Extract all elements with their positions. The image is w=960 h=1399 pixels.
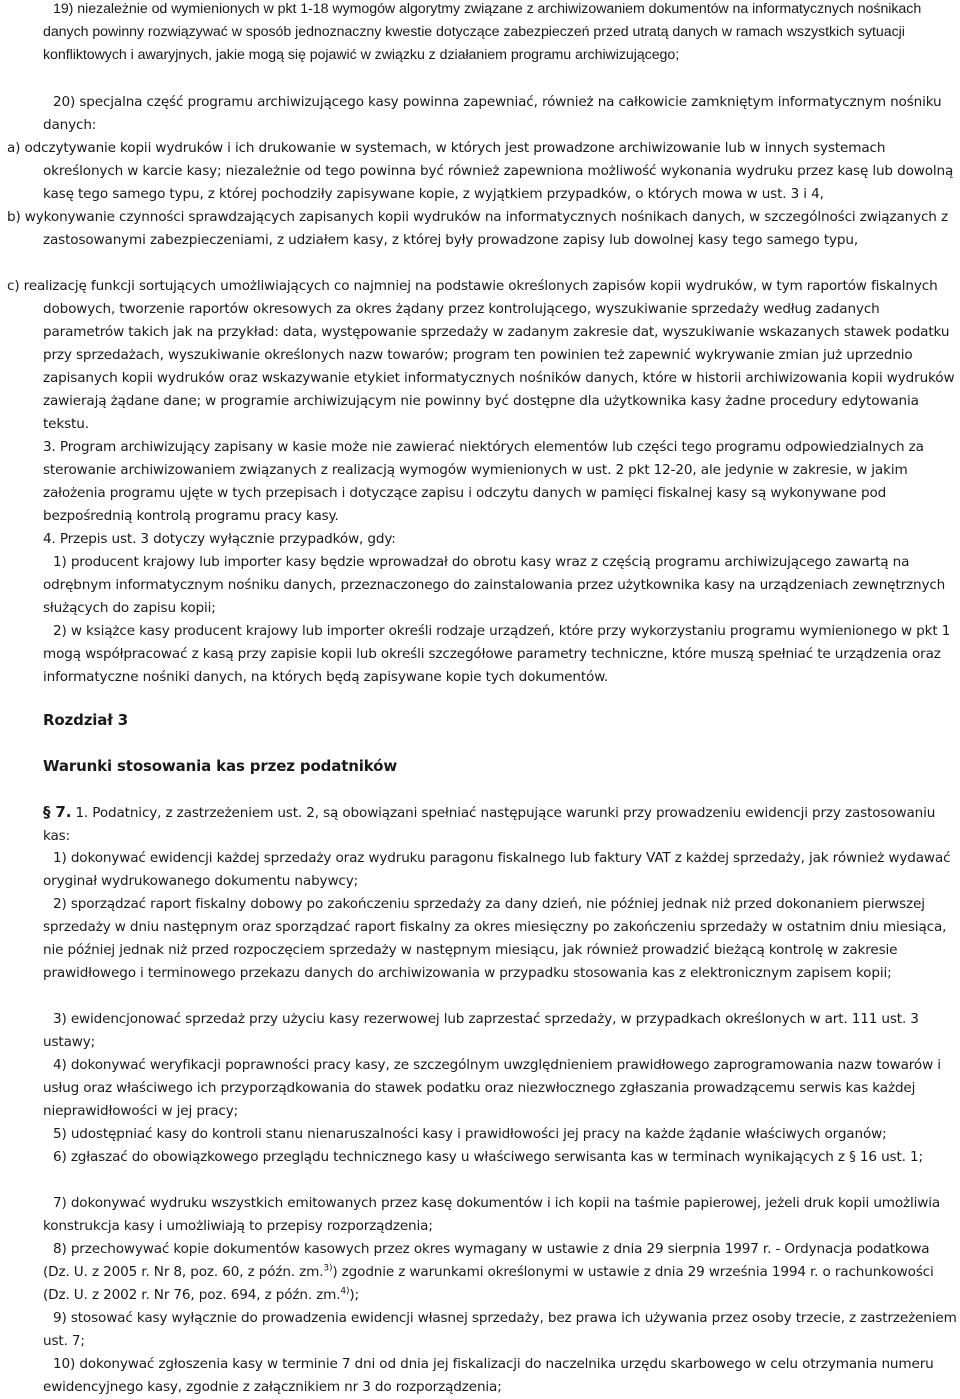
paragraph-ust-4-pkt-1: 1) producent krajowy lub importer kasy będzie wprowadzał do obrotu kasy wraz z częścią programu archiwizującego zawartą na odrębnym informatycznym nośniku danych, przeznaczonego do zainstalowania przez użytkownika kasy na urządzeniach zewnętrznych służących do zapisu kopii; — [43, 554, 946, 616]
chapter-title: Warunki stosowania kas przez podatników — [43, 757, 398, 775]
list-item-8-text-a: 8) przechowywać kopie dokumentów kasowych przez okres wymagany w ustawie z dnia 29 sierpnia 1997 r. - Ordynacja podatkowa (Dz. U. z 2005 r. Nr 8, poz. 60, z późn. zm. — [43, 1241, 930, 1280]
list-item-4: 4) dokonywać weryfikacji poprawności pracy kasy, ze szczególnym uwzględnieniem prawidłowego zaprogramowania nazw towarów i usług oraz właściwego ich przyporządkowania do stawek podatku oraz niezwłocznego zgłaszania prowadzącemu serwis kas każdej nieprawidłowości w jej pracy; — [43, 1057, 941, 1119]
section-7-intro — [0, 801, 960, 848]
item-a: a) odczytywanie kopii wydruków i ich drukowanie w systemach, w których jest prowadzone archiwizowanie lub w innych systemach określonych w karcie kasy; niezależnie od tego powinna być również zapewniona możliwość wykonania wydruku przez kasę lub dowolną kasę tego samego typu, z której pochodziły zapisywane kopie, z wyjątkiem przypadków, o których mowa w ust. 3 i 4, — [7, 140, 954, 202]
section-7-text: 1. Podatnicy, z zastrzeżeniem ust. 2, są obowiązani spełniać następujące warunki przy prowadzeniu ewidencji przy zastosowaniu kas: — [43, 805, 936, 844]
paragraph-ust-4: 4. Przepis ust. 3 dotyczy wyłącznie przypadków, gdy: — [43, 531, 396, 547]
paragraph-20: 20) specjalna część programu archiwizującego kasy powinna zapewniać, również na całkowicie zamkniętym informatycznym nośniku danych: — [43, 94, 942, 133]
paragraph-19: 19) niezależnie od wymienionych w pkt 1-18 wymogów algorytmy związane z archiwizowaniem dokumentów na informatycznych nośnikach danych powinny rozwiązywać w sposób jednoznaczny kwestie dotyczące zabezpieczeń przed utratą danych w ramach wszystkich sytuacji konfliktowych i awaryjnych, jakie mogą się pojawić w związku z działaniem programu archiwizującego; — [43, 1, 922, 63]
list-item-10: 10) dokonywać zgłoszenia kasy w terminie 7 dni od dnia jej fiskalizacji do naczelnika urzędu skarbowego w celu otrzymania numeru ewidencyjnego kasy, zgodnie z załącznikiem nr 3 do rozporządzenia; — [43, 1356, 934, 1395]
item-c: c) realizację funkcji sortujących umożliwiających co najmniej na podstawie określonych zapisów kopii wydruków, w tym raportów fiskalnych dobowych, tworzenie raportów okresowych za okres żądany przez kontrolującego, wyszukiwanie sprzedaży według zadanych parametrów takich jak na przykład: data, występowanie sprzedaży w zadanym zakresie dat, wyszukiwanie wskazanych stawek podatku przy sprzedażach, wyszukiwanie określonych nazw towarów; program ten powinien też zapewnić wykrywanie zmian już uprzednio zapisanych kopii wydruków oraz wskazywanie etykiet informatycznych nośników danych, które w historii archiwizowania kopii wydruków zawierają żądane dane; w programie archiwizującym nie powinny być dostępne dla użytkownika kasy żadne procedury edytowania tekstu. — [7, 278, 955, 432]
list-item-8-text-c: ); — [349, 1287, 359, 1303]
list-item-9: 9) stosować kasy wyłącznie do prowadzenia ewidencji własnej sprzedaży, bez prawa ich używania przez osoby trzecie, z zastrzeżeniem ust. 7; — [43, 1310, 957, 1349]
list-item-1: 1) dokonywać ewidencji każdej sprzedaży oraz wydruku paragonu fiskalnego lub faktury VAT z każdej sprzedaży, jak również wydawać oryginał wydrukowanego dokumentu nabywcy; — [43, 850, 951, 889]
list-item-7: 7) dokonywać wydruku wszystkich emitowanych przez kasę dokumentów i ich kopii na taśmie papierowej, jeżeli druk kopii umożliwia konstrukcja kasy i umożliwiają to przepisy rozporządzenia; — [43, 1195, 941, 1234]
list-item-2: 2) sporządzać raport fiskalny dobowy po zakończeniu sprzedaży za dany dzień, nie później jednak niż przed dokonaniem pierwszej sprzedaży w dniu następnym oraz sporządzać raport fiskalny za okres miesięczny po zakończeniu sprzedaży w ostatnim dniu miesiąca, nie później jednak niż przed rozpoczęciem sprzedaży w następnym miesiącu, jak również prowadzić bieżącą kontrolę w zakresie prawidłowego i terminowego przekazu danych do archiwizowania w przypadku stosowania kas z elektronicznym zapisem kopii; — [43, 896, 947, 981]
list-item-8-text-b: ) zgodnie z warunkami określonymi w ustawie z dnia 29 września 1994 r. o rachunkowości (Dz. U. z 2002 r. Nr 76, poz. 694, z późn. zm. — [43, 1264, 934, 1303]
footnote-ref-3[interactable]: 3) — [323, 1263, 333, 1274]
list-item-6: 6) zgłaszać do obowiązkowego przeglądu technicznego kasy u właściwego serwisanta kas w terminach wynikających z § 16 ust. 1; — [53, 1149, 923, 1165]
list-item-5: 5) udostępniać kasy do kontroli stanu nienaruszalności kasy i prawidłowości jej pracy na każde żądanie właściwych organów; — [53, 1126, 887, 1142]
paragraph-ust-3: 3. Program archiwizujący zapisany w kasie może nie zawierać niektórych elementów lub części tego programu odpowiedzialnych za sterowanie archiwizowaniem związanych z realizacją wymogów wymienionych w ust. 2 pkt 12-20, ale jedynie w zakresie, w jakim założenia programu ujęte w tych przepisach i dotyczące zapisu i odczytu danych w pamięci fiskalnej kasy są wykonywane pod bezpośrednią kontrolą programu pracy kasy. — [43, 439, 924, 524]
list-item-8 — [0, 1238, 960, 1307]
paragraph-ust-4-pkt-2: 2) w książce kasy producent krajowy lub importer określi rodzaje urządzeń, które przy wykorzystaniu programu wymienionego w pkt 1 mogą współpracować z kasą przy zapisie kopii lub określi szczegółowe parametry techniczne, które muszą spełniać te urządzenia oraz informatyczne nośniki danych, na których będą zapisywane kopie tych dokumentów. — [43, 623, 951, 685]
section-number: § 7. — [43, 803, 72, 821]
item-b: b) wykonywanie czynności sprawdzających zapisanych kopii wydruków na informatycznych nośnikach danych, w szczególności związanych z zastosowanymi zabezpieczeniami, z udziałem kasy, z której były prowadzone zapisy lub dowolnej kasy tego samego typu, — [7, 209, 948, 248]
chapter-number: Rozdział 3 — [43, 711, 129, 729]
footnote-ref-4[interactable]: 4) — [340, 1286, 350, 1297]
list-item-3: 3) ewidencjonować sprzedaż przy użyciu kasy rezerwowej lub zaprzestać sprzedaży, w przypadkach określonych w art. 111 ust. 3 ustawy; — [43, 1011, 919, 1050]
